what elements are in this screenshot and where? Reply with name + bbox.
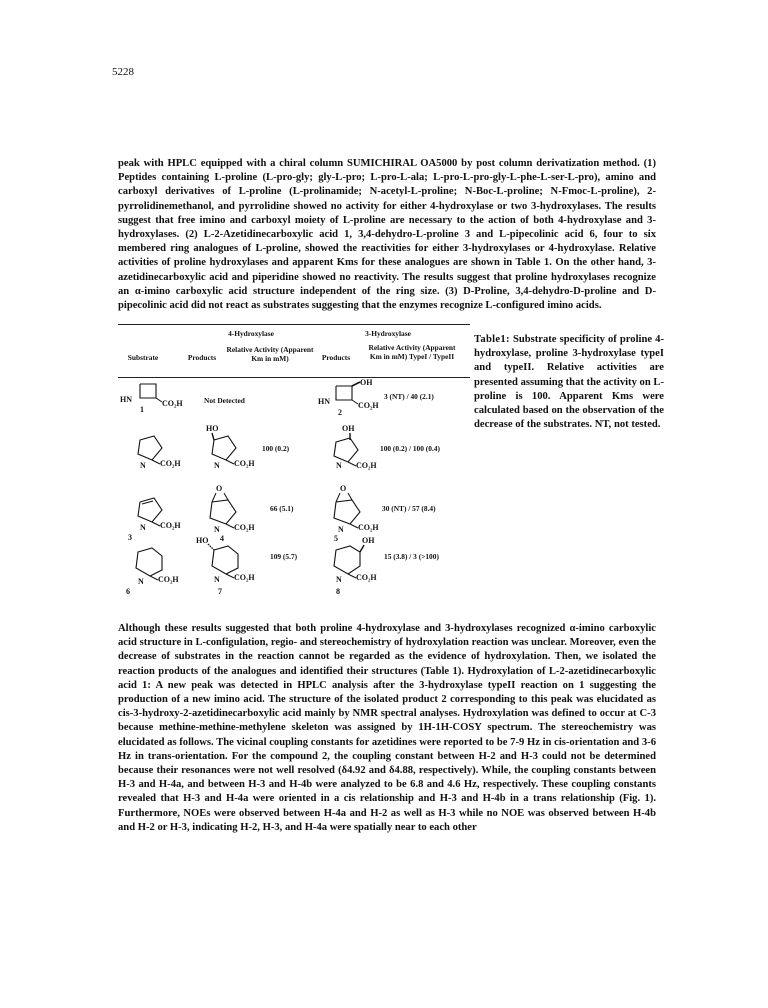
structure-compound-5 [322,482,386,542]
svg-text:N: N [140,461,146,470]
svg-text:CO₂H: CO₂H [234,523,255,532]
svg-text:OH: OH [362,536,375,545]
svg-text:CO₂H: CO₂H [160,521,181,530]
row1-activity-3: 3 (NT) / 40 (2.1) [384,392,434,401]
svg-text:N: N [338,525,344,534]
svg-text:N: N [214,461,220,470]
structure-compound-3 [126,492,186,542]
compound-number-5: 5 [334,534,338,543]
svg-text:N: N [336,575,342,584]
svg-text:CO₂H: CO₂H [234,459,255,468]
row3-activity-3: 30 (NT) / 57 (8.4) [382,504,436,513]
row4-activity-3: 15 (3.8) / 3 (>100) [384,552,439,561]
structure-compound-1 [118,378,183,414]
paragraph-1: peak with HPLC equipped with a chiral column SUMICHIRAL OA5000 by post column derivatization method. (1) Peptides containing L-proline (L-pro-gly; gly-L-pro; L-pro-L-ala; L-pro-L-pro-gly-L-phe-L-ser-L-pro), amino and carboxyl derivatives of L-proline (L-prolinamide; N-acetyl-L-proline; N-Boc-L-proline; N-Fmoc-L-proline), 2-pyrrolidinemethanol, and pyrrolidine showed no activity for either 4-hydroxylase or two 3-hydroxylases. The results suggest that free imino and carboxyl moiety of L-proline are necessary to the action of both 4-hydroxylase and 3-hydroxylases. (2) L-2-Azetidinecarboxylic acid 1, 3,4-dehydro-L-proline 3 and L-pipecolinic acid 6, four to six membered ring analogues of L-proline, showed the reactivities for either 3-hydroxylases or 4-hydroxylase. Relative activities of proline hydroxylases and apparent Kms for these analogues are shown in Table 1. On the other hand, 3-azetidinecarboxylic acid and piperidine showed no reactivity. The results suggest that proline hydroxylases recognize an α-imino carboxylic acid structure independent of the ring size. (3) D-Proline, 3,4-dehydro-D-proline and D-pipecolinic acid did not react as substrates suggesting that the enzymes recognize L-configured imino acids. [118,158,656,312]
compound-number-4: 4 [220,534,224,543]
svg-text:N: N [214,575,220,584]
compound-number-8: 8 [336,587,340,596]
page-number: 5228 [112,66,134,78]
svg-text:HN: HN [318,397,330,406]
svg-text:CO₂H: CO₂H [234,573,255,582]
row3-activity-4: 66 (5.1) [270,504,294,513]
svg-text:CO₂H: CO₂H [356,573,377,582]
group-header-4-hydroxylase: 4-Hydroxylase [228,329,274,338]
svg-text:CO₂H: CO₂H [358,523,379,532]
col-products-4: Products [187,353,217,362]
svg-text:HO: HO [196,536,209,545]
compound-number-1: 1 [140,405,144,414]
structure-compound-6 [124,542,186,596]
svg-text:N: N [140,523,146,532]
structure-4-hydroxyproline [198,422,262,470]
caption-title: Table1: [474,334,510,345]
paragraph-2: Although these results suggested that both proline 4-hydroxylase and 3-hydroxylases recognized α-imino carboxylic acid structure in L-configulation, regio- and stereochemistry of hydroxylation reaction was unclear. Moreover, even the decrease of substrates in the reaction cannot be regarded as the evidence of hydroxylation. Then, we isolated the reaction products of the analogues and identified their structures (Table 1). Hydroxylation of L-2-azetidinecarboxylic acid 1: A new peak was detected in HPLC analysis after the 3-hydroxylase typeII reaction on 1 suggesting the production of a new imino acid. The structure of the isolated product 2 corresponding to this peak was elucidated as cis-3-hydroxy-2-azetidinecarboxylic acid mainly by NMR spectral analyses. Hydroxylation was defined to occur at C-3 because methine-methine-methylene skeleton was assigned by 1H-1H-COSY spectrum. The stereochemistry was elucidated as follows. The vicinal coupling constants for azetidines were reported to be 7-9 Hz in cis-orientation and 3-6 Hz in trans-orientation. For the compound 2, the coupling constant between H-2 and H-3 could not be determined because their resonances were not well resolved (δ4.92 and δ4.88, respectively). While, the coupling constants between H-3 and H-4a, and between H-3 and H-4b were analyzed to be 6.8 and 4.6 Hz, respectively. These coupling constants revealed that H-3 and H-4a were oriented in a cis relationship and H-3 and H-4b in a trans relationship (Fig. 1). Furthermore, NOEs were observed between H-4a and H-2 as well as H-3 while no NOE was observed between H-4b and H-2 or H-3, indicating H-2, H-3, and H-4a were spatially near to each other [118,623,656,833]
col-activity-4: Relative Activity (Apparent Km in mM) [226,345,314,363]
col-products-3: Products [321,353,351,362]
svg-text:O: O [216,484,223,493]
col-activity-3: Relative Activity (Apparent Km in mM) TypeI / TypeII [368,343,456,361]
compound-number-7: 7 [218,587,222,596]
svg-text:N: N [336,461,342,470]
substrate-table [118,326,470,596]
svg-text:CO₂H: CO₂H [356,461,377,470]
compound-number-2: 2 [338,408,342,417]
svg-text:N: N [214,525,220,534]
svg-text:HO: HO [206,424,219,433]
svg-text:O: O [340,484,347,493]
svg-text:N: N [138,577,144,586]
svg-text:CO₂H: CO₂H [160,459,181,468]
svg-text:OH: OH [342,424,355,433]
structure-3-hydroxyproline [322,422,386,470]
group-header-3-hydroxylase: 3-Hydroxylase [365,329,411,338]
structure-compound-4 [198,482,262,542]
row2-activity-4: 100 (0.2) [262,444,290,453]
svg-text:CO₂H: CO₂H [162,399,183,408]
compound-number-6: 6 [126,587,130,596]
svg-text:CO₂H: CO₂H [358,401,379,410]
caption-text: Substrate specificity of proline 4-hydroxylase, proline 3-hydroxylase typeI and typeII. Relative activities are presented assuming that the activity on L-proline is 100. Apparent Kms were calculated based on the observation of the decrease of the substrates. NT, not tested. [474,334,664,431]
row2-activity-3: 100 (0.2) / 100 (0.4) [380,444,440,453]
row1-activity-4: Not Detected [204,396,245,405]
svg-text:CO₂H: CO₂H [158,575,179,584]
structure-compound-8 [322,534,388,596]
table-top-rule [118,324,470,325]
structure-l-proline [126,430,186,470]
svg-text:HN: HN [120,395,132,404]
structure-compound-2 [316,376,386,416]
table-caption [474,333,664,432]
row4-activity-4: 109 (5.7) [270,552,298,561]
col-substrate: Substrate [127,353,159,362]
compound-number-3: 3 [128,533,132,542]
svg-text:OH: OH [360,378,373,387]
structure-compound-7 [196,534,262,596]
